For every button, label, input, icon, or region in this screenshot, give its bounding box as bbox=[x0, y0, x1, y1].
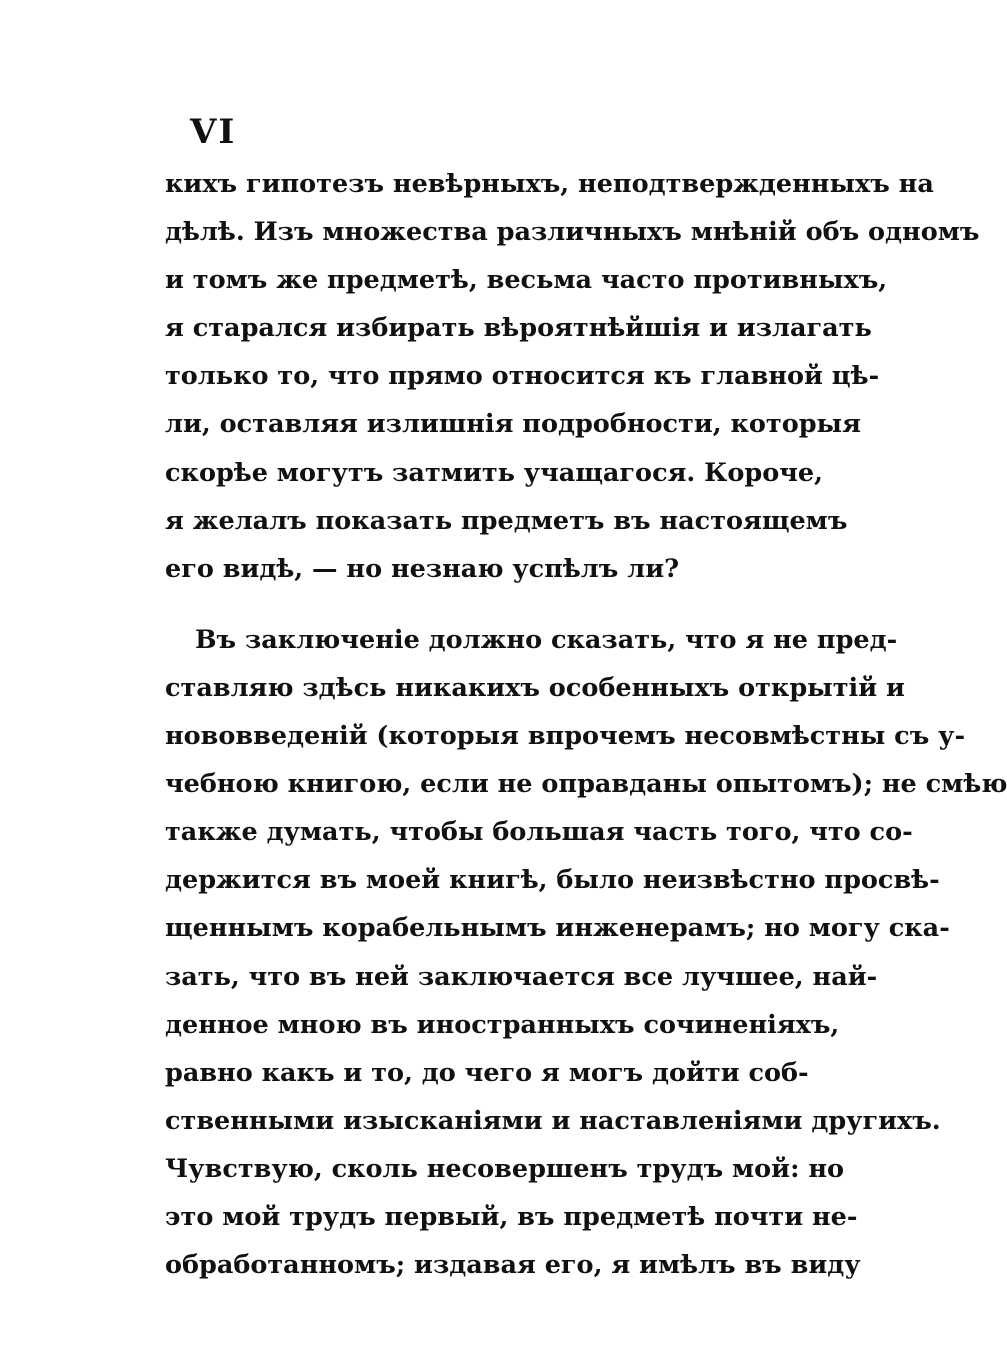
body-text bbox=[165, 160, 1007, 1289]
text-line: держится въ моей книгѣ, было неизвѣстно просвѣ- bbox=[165, 865, 940, 896]
paragraph-1 bbox=[165, 160, 980, 593]
text-line: только то, что прямо относится къ главной цѣ- bbox=[165, 361, 880, 392]
text-line: щеннымъ корабельнымъ инженерамъ; но могу ска- bbox=[165, 913, 950, 944]
text-line: чебною книгою, если не оправданы опытомъ); не смѣю bbox=[165, 769, 1007, 800]
text-line: Чувствую, сколь несовершенъ трудъ мой: но bbox=[165, 1153, 845, 1184]
text-line: Въ заключеніе должно сказать, что я не пред- bbox=[195, 624, 898, 655]
paragraph-2 bbox=[165, 616, 1007, 1289]
text-line: я желалъ показать предметъ въ настоящемъ bbox=[165, 505, 848, 536]
text-line: ли, оставляя излишнія подробности, которыя bbox=[165, 409, 861, 440]
text-line: обработанномъ; издавая его, я имѣлъ въ виду bbox=[165, 1250, 861, 1281]
text-line: это мой трудъ первый, въ предметѣ почти не- bbox=[165, 1201, 858, 1232]
text-line: его видѣ, — но незнаю успѣлъ ли? bbox=[165, 553, 680, 584]
text-line: также думать, чтобы большая часть того, что со- bbox=[165, 817, 913, 848]
text-line: кихъ гипотезъ невѣрныхъ, неподтвержденныхъ на bbox=[165, 169, 934, 199]
text-line: и томъ же предметѣ, весьма часто противныхъ, bbox=[165, 265, 888, 296]
page-number: VI bbox=[190, 112, 237, 152]
text-line: нововведеній (которыя впрочемъ несовмѣстны съ у- bbox=[165, 721, 966, 752]
text-line: денное мною въ иностранныхъ сочиненіяхъ, bbox=[165, 1009, 840, 1040]
text-line: равно какъ и то, до чего я могъ дойти соб- bbox=[165, 1057, 809, 1088]
text-line: дѣлѣ. Изъ множества различныхъ мнѣній объ одномъ bbox=[165, 217, 980, 248]
text-line: зать, что въ ней заключается все лучшее, най- bbox=[165, 961, 878, 992]
text-line: я старался избирать вѣроятнѣйшія и излагать bbox=[165, 313, 872, 344]
text-line: ственными изысканіями и наставленіями другихъ. bbox=[165, 1105, 941, 1136]
text-line: ставляю здѣсь никакихъ особенныхъ открытій и bbox=[165, 672, 905, 703]
paragraph-gap bbox=[165, 593, 797, 616]
text-line: скорѣе могутъ затмить учащагося. Короче, bbox=[165, 457, 823, 488]
